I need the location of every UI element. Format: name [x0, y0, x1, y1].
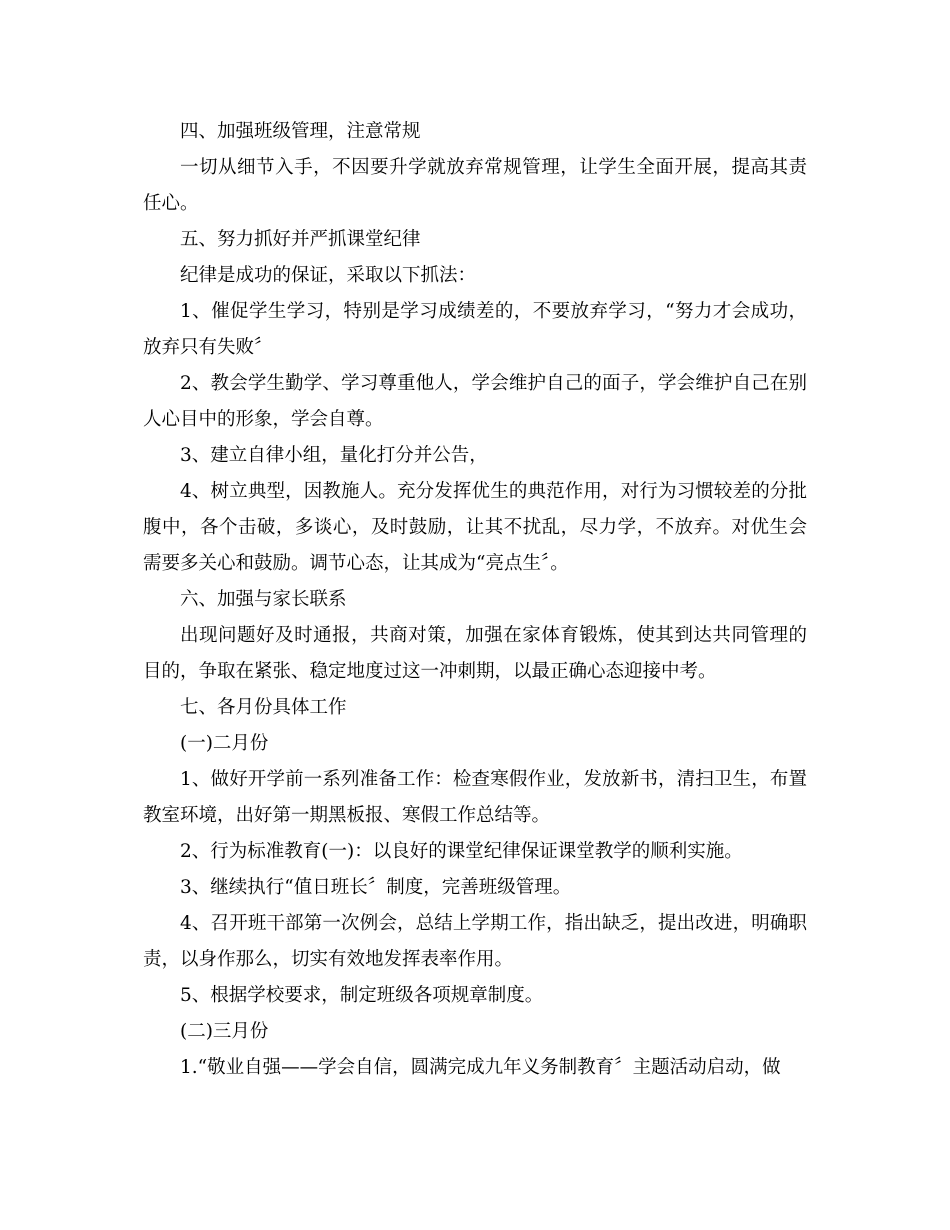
- list-item: 1.“敬业自强——学会自信，圆满完成九年义务制教育〞主题活动启动，做: [180, 1057, 781, 1078]
- section-heading-classroom-discipline: 五、努力抓好并严抓课堂纪律: [180, 229, 421, 250]
- section-heading-monthly-work: 七、各月份具体工作: [180, 697, 347, 718]
- list-item: 1、做好开学前一系列准备工作：检查寒假作业，发放新书，清扫卫生，布置教室环境，出好第一期黑板报、寒假工作总结等。: [143, 769, 807, 826]
- section-heading-class-management: 四、加强班级管理，注意常规: [180, 121, 421, 142]
- list-item: 5、根据学校要求，制定班级各项规章制度。: [180, 985, 544, 1006]
- list-item: 3、建立自律小组，量化打分并公告，: [180, 445, 488, 466]
- document-body: [143, 114, 807, 1086]
- list-item: 3、继续执行“值日班长〞制度，完善班级管理。: [180, 877, 572, 898]
- paragraph: 纪律是成功的保证，采取以下抓法：: [180, 265, 477, 286]
- list-item: 4、召开班干部第一次例会，总结上学期工作，指出缺乏，提出改进，明确职责，以身作那么，切实有效地发挥表率作用。: [143, 913, 807, 970]
- list-item: 2、行为标准教育(一)：以良好的课堂纪律保证课堂教学的顺利实施。: [180, 841, 743, 862]
- paragraph: 一切从细节入手，不因要升学就放弃常规管理，让学生全面开展，提高其责任心。: [143, 157, 807, 214]
- list-item: 4、树立典型，因教施人。充分发挥优生的典范作用，对行为习惯较差的分批腹中，各个击破，多谈心，及时鼓励，让其不扰乱，尽力学，不放弃。对优生会需要多关心和鼓励。调节心态，让其成为“亮点生〞。: [143, 481, 807, 574]
- list-item: 1、催促学生学习，特别是学习成绩差的，不要放弃学习，“努力才会成功，放弃只有失败〞: [143, 301, 807, 358]
- list-item: 2、教会学生勤学、学习尊重他人，学会维护自己的面子，学会维护自己在别人心目中的形象，学会自尊。: [143, 373, 807, 430]
- section-heading-parent-contact: 六、加强与家长联系: [180, 589, 347, 610]
- subsection-heading-march: (二)三月份: [180, 1021, 269, 1042]
- subsection-heading-february: (一)二月份: [180, 733, 269, 754]
- paragraph: 出现问题好及时通报，共商对策，加强在家体育锻炼，使其到达共同管理的目的，争取在紧张、稳定地度过这一冲刺期，以最正确心态迎接中考。: [143, 625, 807, 682]
